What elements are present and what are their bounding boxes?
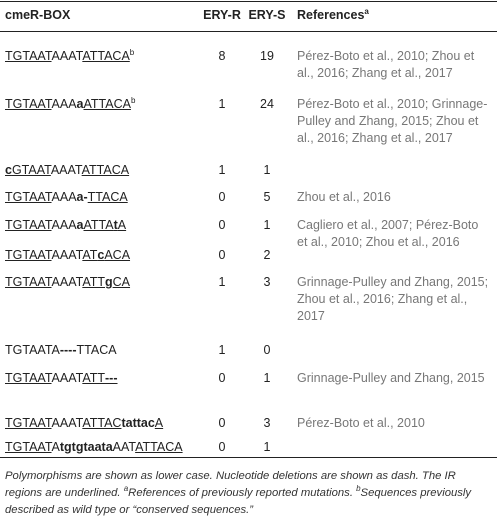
table-footnote xyxy=(5,468,493,519)
ery-r-count: 0 xyxy=(218,440,226,454)
references-cell: Grinnage-Pulley and Zhang, 2015 xyxy=(297,371,485,385)
sequence-segment: AAAT xyxy=(50,163,82,177)
sequence-segment: TGTAAT xyxy=(5,218,52,232)
sequence-segment: ACA xyxy=(104,248,131,262)
sequence-segment: AAA xyxy=(51,218,77,232)
ery-s-count: 1 xyxy=(263,218,271,232)
sequence-segment: tgtgtaata xyxy=(59,440,113,454)
ery-s-count: 0 xyxy=(263,343,271,357)
sequence-segment: a xyxy=(76,218,84,232)
header-references-sup: a xyxy=(364,7,369,16)
sequence-segment: TGTAAT xyxy=(5,275,52,289)
sequence-segment: AT xyxy=(82,248,98,262)
ery-s-count: 1 xyxy=(263,371,271,385)
sequence-cell xyxy=(5,217,126,234)
sequence-segment: AAAT xyxy=(51,416,83,430)
footnote-text: Polymorphisms are shown as lower case. Nucleotide deletions are shown as dash. The IR regions are underlined. xyxy=(5,470,456,499)
sequence-segment: TGTAAT xyxy=(5,440,52,454)
header-ery-r: ERY-R xyxy=(203,8,241,22)
references-cell: Grinnage-Pulley and Zhang, 2015; Zhou et al., 2016; Zhang et al., 2017 xyxy=(297,275,489,323)
sequence-segment: ATTACA xyxy=(135,440,183,454)
sequence-segment: AAAT xyxy=(51,371,83,385)
sequence-cell xyxy=(5,189,128,206)
ery-r-count: 1 xyxy=(218,97,226,111)
ery-s-count: 24 xyxy=(260,97,274,111)
sequence-segment: a xyxy=(76,97,84,111)
sequence-segment: AAAT xyxy=(51,275,83,289)
sequence-segment: A xyxy=(154,416,164,430)
footnote-text: Sequences previously described as wild type or “conserved sequences.” xyxy=(5,487,472,516)
ery-s-count: 3 xyxy=(263,275,271,289)
sequence-segment: TGTAAT xyxy=(5,416,52,430)
sequence-segment: TGTAAT xyxy=(5,248,52,262)
sequence-cell xyxy=(5,48,134,65)
ery-s-count: 2 xyxy=(263,248,271,262)
sequence-segment: c xyxy=(5,163,12,177)
references-cell: Pérez-Boto et al., 2010; Grinnage-Pulley and Zhang, 2015; Zhou et al., 2016; Zhang et al., 2017 xyxy=(297,97,488,145)
sequence-cell xyxy=(5,162,129,179)
sequence-segment: AAA xyxy=(51,97,77,111)
references-cell: Cagliero et al., 2007; Pérez-Boto et al., 2010; Zhou et al., 2016 xyxy=(297,218,479,249)
ery-s-count: 19 xyxy=(260,49,274,63)
sequence-cell xyxy=(5,370,118,387)
ery-s-count: 5 xyxy=(263,190,271,204)
header-rule xyxy=(0,31,497,32)
sequence-segment: TGTAAT xyxy=(5,190,52,204)
sequence-segment: g xyxy=(105,275,113,289)
ery-r-count: 1 xyxy=(218,163,226,177)
sequence-segment: tattac xyxy=(121,416,155,430)
sequence-segment: TTACA xyxy=(76,343,117,357)
sequence-segment: TGTAAT xyxy=(5,49,52,63)
references-cell: Pérez-Boto et al., 2010 xyxy=(297,416,425,430)
footnote-marker: a xyxy=(123,484,129,493)
sequence-segment: ATTACA xyxy=(81,163,130,177)
ery-s-count: 1 xyxy=(263,163,271,177)
footnote-text: References of previously reported mutations. xyxy=(128,487,357,499)
ery-r-count: 0 xyxy=(218,416,226,430)
sequence-segment: t xyxy=(113,218,118,232)
sequence-segment: TTACA xyxy=(87,190,128,204)
sequence-segment: ATT xyxy=(82,371,106,385)
sequence-segment: A xyxy=(117,218,127,232)
header-ery-s: ERY-S xyxy=(248,8,286,22)
references-cell: Zhou et al., 2016 xyxy=(297,190,391,204)
ery-s-count: 3 xyxy=(263,416,271,430)
sequence-cell xyxy=(5,274,130,291)
ery-r-count: 8 xyxy=(218,49,226,63)
header-references-label: References xyxy=(297,8,365,22)
sequence-segment: ATTAC xyxy=(82,416,122,430)
ery-r-count: 0 xyxy=(218,371,226,385)
sequence-segment: c xyxy=(97,248,105,262)
sequence-segment: GTAAT xyxy=(11,163,51,177)
sequence-segment: A xyxy=(51,440,60,454)
ery-r-count: 1 xyxy=(218,343,226,357)
top-rule xyxy=(0,1,497,2)
header-references xyxy=(297,7,492,24)
sequence-cell xyxy=(5,439,183,456)
sequence-segment: TGTAATA xyxy=(5,343,60,357)
sequence-segment: AAAT xyxy=(51,248,83,262)
sequence-segment: --- xyxy=(105,371,118,385)
bottom-rule xyxy=(0,457,497,458)
ery-r-count: 0 xyxy=(218,218,226,232)
footnote-marker: b xyxy=(129,48,135,57)
footnote-marker: b xyxy=(356,484,361,493)
sequence-segment: TGTAAT xyxy=(5,371,52,385)
sequence-segment: TGTAAT xyxy=(5,97,52,111)
sequence-segment: AAT xyxy=(112,440,136,454)
sequence-cell xyxy=(5,342,117,359)
sequence-cell xyxy=(5,96,135,113)
sequence-segment: AAAT xyxy=(51,49,83,63)
ery-r-count: 1 xyxy=(218,275,226,289)
sequence-segment: ATTACA xyxy=(83,97,131,111)
sequence-segment: AAA xyxy=(51,190,77,204)
header-cmer-box: cmeR-BOX xyxy=(5,8,71,22)
sequence-cell xyxy=(5,247,130,264)
sequence-segment: ---- xyxy=(59,343,77,357)
ery-r-count: 0 xyxy=(218,190,226,204)
sequence-segment: ATTACA xyxy=(82,49,130,63)
references-cell: Pérez-Boto et al., 2010; Zhou et al., 2016; Zhang et al., 2017 xyxy=(297,49,475,80)
sequence-cell xyxy=(5,415,163,432)
sequence-segment: ATT xyxy=(82,275,106,289)
ery-s-count: 1 xyxy=(263,440,271,454)
footnote-marker: b xyxy=(130,96,136,105)
ery-r-count: 0 xyxy=(218,248,226,262)
sequence-segment: ATTA xyxy=(83,218,114,232)
sequence-segment: CA xyxy=(112,275,131,289)
sequence-segment: a- xyxy=(76,190,88,204)
